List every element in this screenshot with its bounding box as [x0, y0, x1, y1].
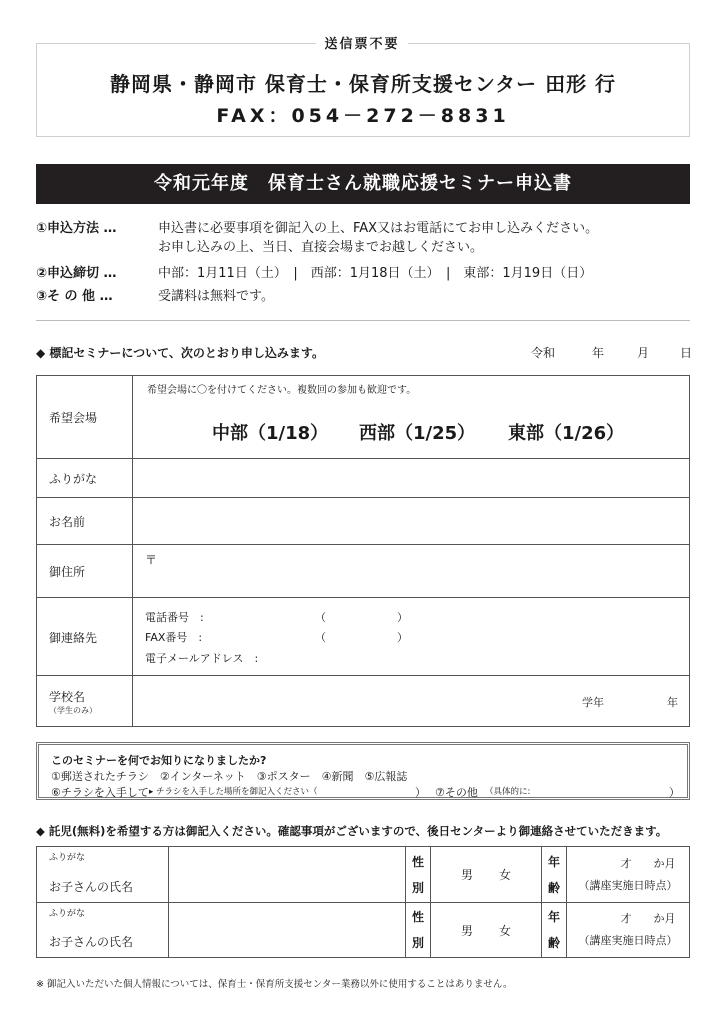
child-2-age-input[interactable]: [567, 903, 690, 958]
info-method-line-1: 申込書に必要事項を御記入の上、FAX又はお電話にてお申し込みください。: [158, 221, 599, 236]
child-1-label-cell: [37, 847, 169, 903]
contact-row: [37, 597, 689, 676]
no-fax-cover-note: 送信票不要: [0, 33, 724, 52]
application-form: [36, 375, 690, 727]
referral-option-other[interactable]: ⑦その他: [435, 786, 478, 799]
child-1-age-note: （講座実施日時点）: [578, 878, 678, 892]
child-row-2: [37, 903, 690, 958]
child-1-age-input[interactable]: [567, 847, 690, 903]
referral-question-title: このセミナーを何でお知りになりましたか?: [51, 754, 267, 767]
grade-label: 学年: [582, 696, 604, 709]
childcare-heading: ◆ 託児(無料)を希望する方は御記入ください。確認事項がございますので、後日センターより御連絡させていただきます。: [36, 824, 668, 838]
child-2-sex-label: [406, 903, 431, 958]
school-row[interactable]: [37, 675, 689, 727]
email-label: 電子メールアドレス :: [145, 652, 259, 665]
info-method-line-2: お申し込みの上、当日、直接会場までお越しください。: [158, 240, 484, 255]
child-row-1: [37, 847, 690, 903]
date-year: 年: [592, 346, 605, 360]
date-era: 令和: [531, 346, 556, 360]
privacy-footnote: ※ 御記入いただいた個人情報については、保育士・保育所支援センター業務以外に使用することはありません。: [36, 979, 513, 990]
name-label: お名前: [37, 498, 133, 545]
child-2-age-bottom: 齢: [547, 936, 560, 950]
info-key-method: ①申込方法 …: [36, 221, 117, 236]
child-1-sex-options[interactable]: [431, 847, 542, 903]
child-1-female[interactable]: 女: [499, 868, 512, 882]
postal-mark: 〒: [145, 553, 158, 567]
contact-label: 御連絡先: [37, 598, 133, 676]
referral-other-close: ）: [669, 786, 680, 799]
date-day: 日: [680, 346, 693, 360]
child-1-age-label: [542, 847, 567, 903]
venue-note: 希望会場に〇を付けてください。複数回の参加も歓迎です。: [147, 385, 417, 396]
child-2-age-top: 年: [547, 910, 560, 924]
referral-other-note: （具体的に:: [485, 787, 531, 797]
fax-paren-close: ）: [397, 631, 408, 644]
school-label: 学校名: [49, 689, 86, 704]
fax-label: FAX番号 :: [145, 631, 203, 644]
child-1-sex-top: 性: [411, 854, 424, 869]
school-label-cell: [37, 676, 133, 727]
school-sublabel: （学生のみ）: [49, 705, 97, 715]
child-2-age-label: [542, 903, 567, 958]
info-key-deadline: ②申込締切 …: [36, 266, 117, 281]
venue-label: 希望会場: [37, 376, 133, 458]
child-1-sex-bottom: 別: [411, 880, 424, 895]
child-1-name-input[interactable]: [169, 847, 406, 903]
organization-name: 静岡県・静岡市 保育士・保育所支援センター 田形 行: [109, 72, 617, 96]
phone-label: 電話番号 :: [145, 611, 204, 624]
referral-option-flyer[interactable]: ⑥チラシを入手して: [51, 786, 149, 799]
child-2-name-label: お子さんの氏名: [49, 935, 134, 949]
child-2-furigana-label: ふりがな: [49, 909, 86, 919]
divider: [36, 320, 690, 321]
childcare-table: [36, 846, 690, 958]
referral-options-line1[interactable]: ①郵送されたチラシ ②インターネット ③ポスター ④新聞 ⑤広報誌: [51, 770, 408, 783]
year-label: 年: [667, 696, 678, 709]
info-deadline: 中部：1月11日（土） | 西部：1月18日（土） | 東部：1月19日（日）: [158, 266, 593, 281]
venue-option-chubu[interactable]: 中部（1/18）: [212, 423, 329, 444]
phone-paren-open: （: [315, 611, 326, 624]
child-1-age-units: 才 か月: [620, 856, 676, 870]
child-2-label-cell: [37, 903, 169, 958]
child-1-furigana-label: ふりがな: [49, 853, 86, 863]
child-2-age-units: 才 か月: [620, 912, 676, 925]
child-2-name-input[interactable]: [169, 903, 406, 958]
section1-heading: ◆ 標記セミナーについて、次のとおり申し込みます。: [36, 346, 324, 360]
child-2-female[interactable]: 女: [499, 923, 512, 938]
address-row[interactable]: [37, 544, 689, 598]
child-1-name-label: お子さんの氏名: [49, 880, 134, 894]
child-2-male[interactable]: 男: [460, 923, 473, 938]
fax-paren-open: （: [315, 631, 326, 644]
child-1-age-bottom: 齢: [547, 880, 560, 895]
date-month: 月: [637, 346, 650, 360]
referral-flyer-close: ）: [415, 786, 426, 799]
child-2-sex-bottom: 別: [411, 936, 424, 950]
referral-question-box: [36, 742, 690, 800]
child-1-age-top: 年: [547, 854, 560, 869]
child-2-age-note: （講座実施日時点）: [578, 934, 678, 947]
info-other: 受講料は無料です。: [158, 289, 274, 304]
venue-row: [37, 376, 689, 458]
application-info: [0, 219, 724, 309]
child-1-sex-label: [406, 847, 431, 903]
name-row[interactable]: [37, 497, 689, 545]
child-2-sex-options[interactable]: [431, 903, 542, 958]
info-key-other: ③そ の 他 …: [36, 289, 113, 304]
address-label: 御住所: [37, 545, 133, 598]
furigana-row[interactable]: [37, 458, 689, 498]
venue-option-tobu[interactable]: 東部（1/26）: [508, 423, 625, 444]
child-2-sex-top: 性: [411, 910, 424, 924]
child-1-male[interactable]: 男: [460, 868, 473, 882]
furigana-label: ふりがな: [37, 459, 133, 498]
referral-flyer-note: ▸ チラシを入手した場所を御記入ください（: [149, 787, 318, 797]
venue-option-seibu[interactable]: 西部（1/25）: [359, 423, 476, 444]
phone-paren-close: ）: [397, 611, 408, 624]
fax-number: FAX：054－272－8831: [216, 105, 510, 127]
form-title: 令和元年度 保育士さん就職応援セミナー申込書: [36, 164, 690, 204]
